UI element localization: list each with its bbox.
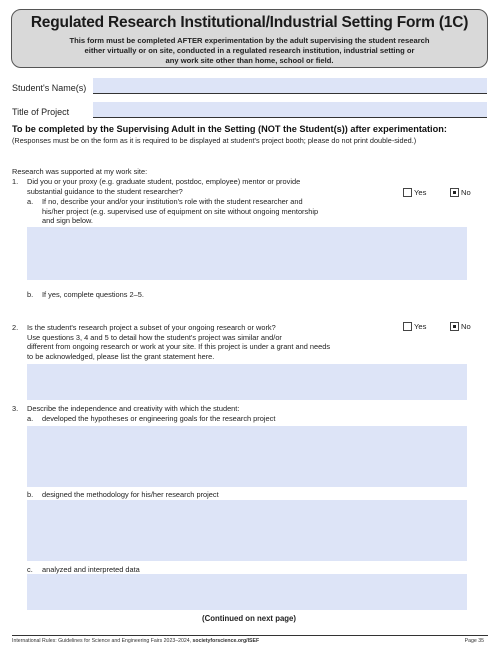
q2-text bbox=[27, 323, 397, 361]
q2-yes-option[interactable] bbox=[403, 322, 426, 331]
form-title: Regulated Research Institutional/Industrial Setting Form (1C) bbox=[30, 14, 469, 31]
q2-line-3: different from ongoing research or work at your site. If this project is under a grant and needs bbox=[27, 342, 331, 351]
question-intro: Research was supported at my work site: bbox=[12, 167, 148, 176]
instructions-line-3: any work site other than home, school or field. bbox=[165, 56, 334, 65]
q3a-marker: a. bbox=[27, 414, 34, 423]
q1b-text: If yes, complete questions 2–5. bbox=[42, 290, 144, 299]
q1-line-2: substantial guidance to the student researcher? bbox=[27, 186, 183, 196]
q2-yes-checkbox[interactable] bbox=[403, 322, 412, 331]
q1-line-1: Did you or your proxy (e.g. graduate student, postdoc, employee) mentor or provide bbox=[27, 177, 301, 186]
students-name-row bbox=[12, 78, 487, 94]
q3c-text: analyzed and interpreted data bbox=[42, 565, 140, 574]
q3a-text: developed the hypotheses or engineering goals for the research project bbox=[42, 414, 276, 423]
students-name-field[interactable] bbox=[93, 78, 487, 94]
q3b-text: designed the methodology for his/her research project bbox=[42, 490, 219, 499]
q2-no-option[interactable] bbox=[450, 322, 471, 331]
q3c-marker: c. bbox=[27, 565, 33, 574]
instructions-line-1: This form must be completed AFTER experimentation by the adult supervising the student research bbox=[69, 36, 430, 45]
q1-no-checkbox[interactable] bbox=[450, 188, 459, 197]
q2-line-2: Use questions 3, 4 and 5 to detail how the student's project was similar and/or bbox=[27, 332, 282, 342]
footer-divider bbox=[12, 635, 488, 636]
q3b-answer-field[interactable] bbox=[27, 500, 467, 561]
q2-yes-label: Yes bbox=[414, 322, 427, 331]
q1a-line-3: and sign below. bbox=[42, 216, 93, 225]
q3-number: 3. bbox=[12, 404, 19, 413]
q1b-marker: b. bbox=[27, 290, 34, 299]
q3b-marker: b. bbox=[27, 490, 34, 499]
supervising-adult-heading: To be completed by the Supervising Adult in the Setting (NOT the Student(s)) after experimentation: bbox=[12, 124, 447, 134]
q2-line-4: to be acknowledged, please list the grant statement here. bbox=[27, 351, 215, 361]
q1-text bbox=[27, 177, 387, 196]
project-title-label: Title of Project bbox=[12, 107, 70, 117]
continued-note: (Continued on next page) bbox=[202, 614, 296, 623]
form-instructions bbox=[12, 36, 487, 66]
q1a-line-1: If no, describe your and/or your institution's role with the student researcher and bbox=[42, 197, 303, 206]
q1-no-option[interactable] bbox=[450, 188, 471, 197]
footer-link[interactable]: societyforscience.org/ISEF bbox=[192, 638, 260, 644]
footer-citation-text: International Rules: Guidelines for Science and Engineering Fairs 2023–2024, bbox=[12, 638, 192, 644]
q1-yes-checkbox[interactable] bbox=[403, 188, 412, 197]
q3-text: Describe the independence and creativity with which the student: bbox=[27, 404, 240, 413]
q2-answer-field[interactable] bbox=[27, 364, 467, 400]
q2-no-checkbox[interactable] bbox=[450, 322, 459, 331]
page-number: Page 35 bbox=[464, 638, 484, 644]
q2-number: 2. bbox=[12, 323, 19, 332]
instructions-line-2: either virtually or on site, conducted in a regulated research institution, industrial setting or bbox=[84, 46, 415, 55]
q1a-answer-field[interactable] bbox=[27, 227, 467, 280]
project-title-row bbox=[12, 102, 487, 118]
q3c-answer-field[interactable] bbox=[27, 574, 467, 610]
q1-yes-option[interactable] bbox=[403, 188, 426, 197]
q1-yes-label: Yes bbox=[414, 188, 427, 197]
q1a-text bbox=[42, 197, 387, 226]
q3a-answer-field[interactable] bbox=[27, 426, 467, 487]
form-header bbox=[11, 9, 488, 68]
q1-number: 1. bbox=[12, 177, 19, 186]
footer-citation bbox=[12, 638, 259, 644]
q2-no-label: No bbox=[461, 322, 471, 331]
q1a-marker: a. bbox=[27, 197, 34, 206]
students-name-label: Student's Name(s) bbox=[12, 83, 87, 93]
project-title-field[interactable] bbox=[93, 102, 487, 118]
q2-line-1: Is the student's research project a subset of your ongoing research or work? bbox=[27, 323, 276, 332]
display-note: (Responses must be on the form as it is required to be displayed at student's project booth; please do not print double-sided.) bbox=[12, 136, 417, 145]
q1-no-label: No bbox=[461, 188, 471, 197]
q1a-line-2: his/her project (e.g. supervised use of equipment on site without ongoing mentorship bbox=[42, 206, 319, 216]
